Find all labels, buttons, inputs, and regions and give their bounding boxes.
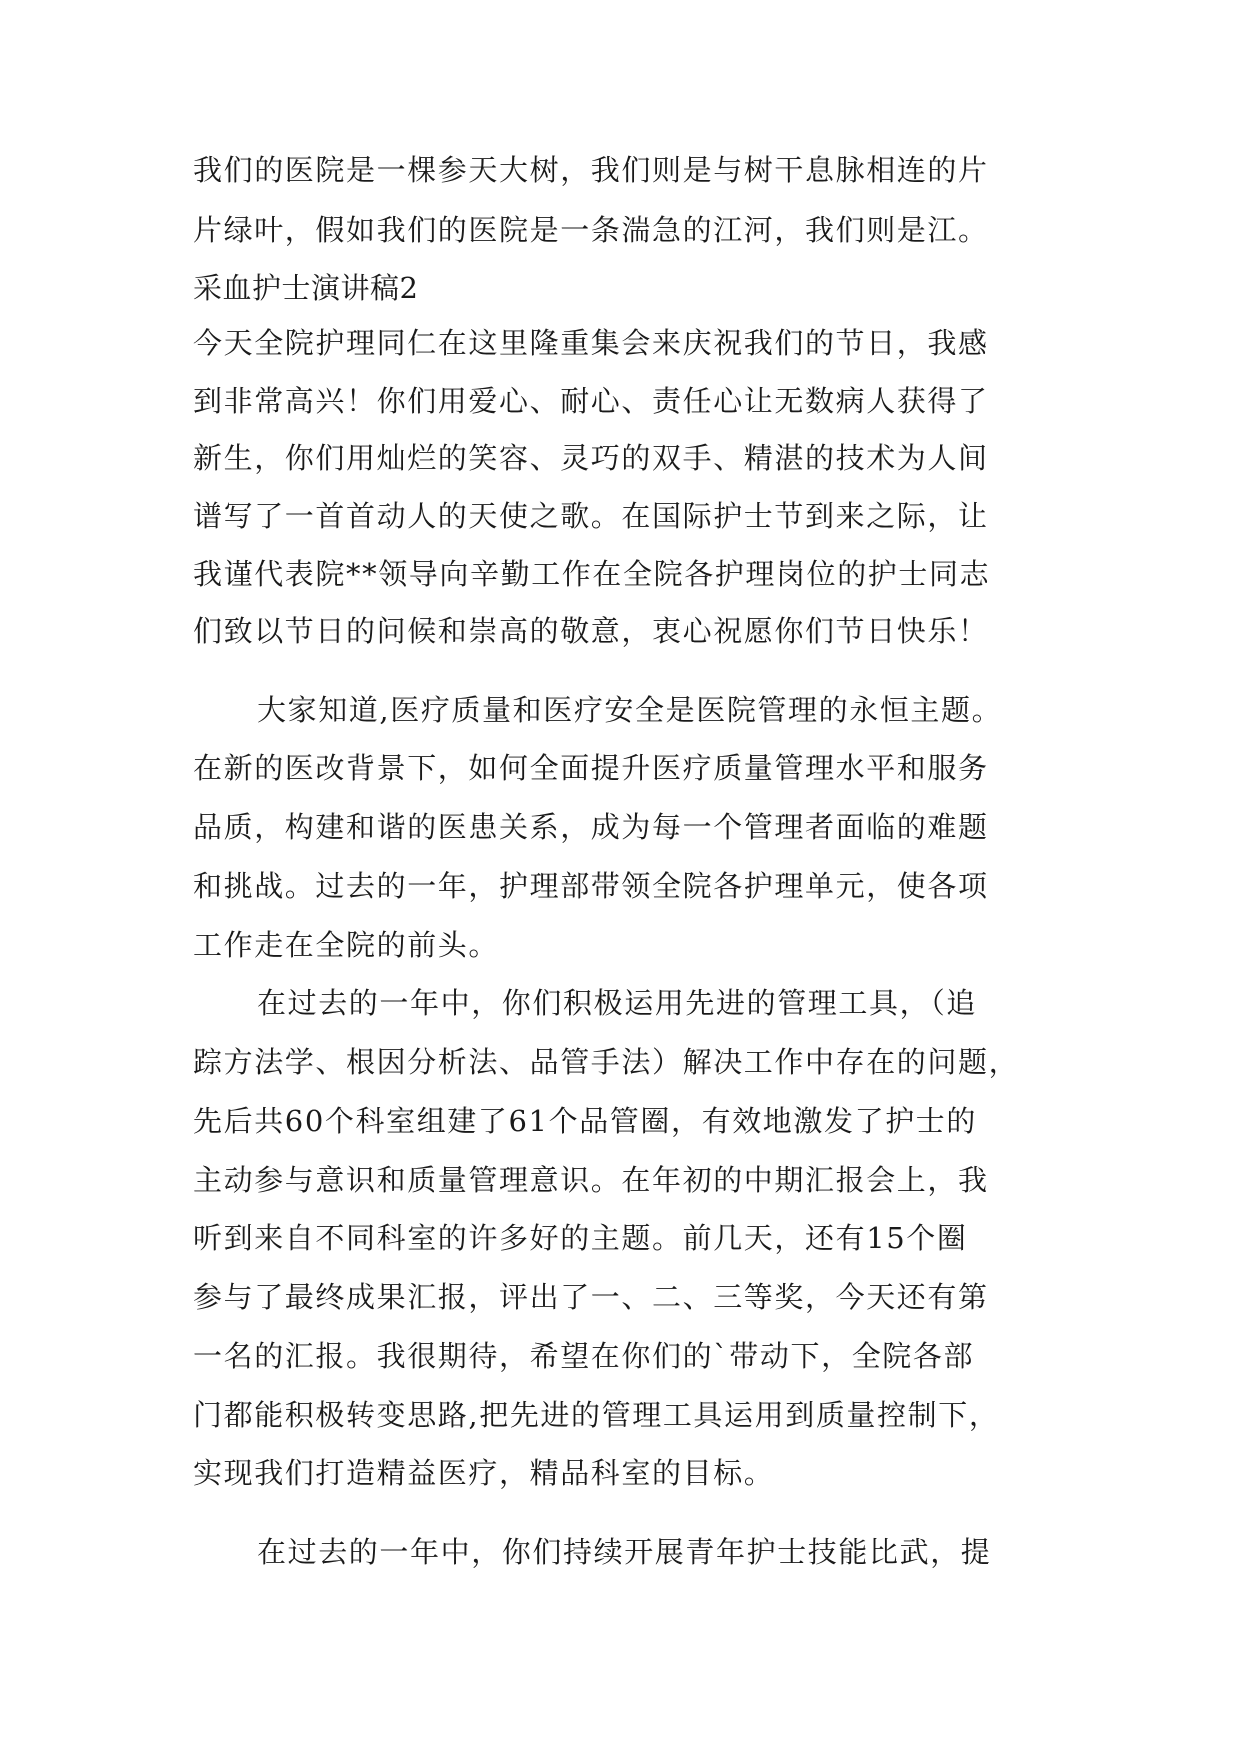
text-line: 在新的医改背景下，如何全面提升医疗质量管理水平和服务 [193, 751, 989, 785]
text-line: 我谨代表院**领导向辛勤工作在全院各护理岗位的护士同志 [193, 557, 991, 591]
text-line: 实现我们打造精益医疗，精品科室的目标。 [193, 1456, 775, 1490]
text-line: 踪方法学、根因分析法、品管手法）解决工作中存在的问题， [193, 1045, 1020, 1079]
text-line: 主动参与意识和质量管理意识。在年初的中期汇报会上，我 [193, 1163, 989, 1197]
text-line: 先后共60个科室组建了61个品管圈，有效地激发了护士的 [193, 1104, 978, 1138]
text-line: 听到来自不同科室的许多好的主题。前几天，还有15个圈 [193, 1221, 968, 1255]
section-heading: 采血护士演讲稿2 [193, 271, 419, 305]
paragraph-first-line: 在过去的一年中，你们积极运用先进的管理工具，（追 [257, 986, 977, 1020]
text-line: 新生，你们用灿烂的笑容、灵巧的双手、精湛的技术为人间 [193, 441, 989, 475]
text-line: 工作走在全院的前头。 [193, 928, 500, 962]
text-line: 谱写了一首首动人的天使之歌。在国际护士节到来之际，让 [193, 499, 989, 533]
text-line: 我们的医院是一棵参天大树，我们则是与树干息脉相连的片 [193, 153, 989, 187]
paragraph-first-line: 大家知道,医疗质量和医疗安全是医院管理的永恒主题。 [257, 693, 1003, 727]
text-line: 今天全院护理同仁在这里隆重集会来庆祝我们的节日，我感 [193, 326, 989, 360]
paragraph-first-line: 在过去的一年中，你们持续开展青年护士技能比武，提 [257, 1535, 992, 1569]
text-line: 参与了最终成果汇报，评出了一、二、三等奖，今天还有第 [193, 1280, 989, 1314]
text-line: 和挑战。过去的一年，护理部带领全院各护理单元，使各项 [193, 869, 989, 903]
text-line: 片绿叶，假如我们的医院是一条湍急的江河，我们则是江。 [193, 213, 989, 247]
text-line: 们致以节日的问候和崇高的敬意，衷心祝愿你们节日快乐！ [193, 614, 989, 648]
text-line: 门都能积极转变思路,把先进的管理工具运用到质量控制下， [193, 1398, 1000, 1432]
text-line: 一名的汇报。我很期待，希望在你们的`带动下，全院各部 [193, 1339, 975, 1373]
text-line: 品质，构建和谐的医患关系，成为每一个管理者面临的难题 [193, 810, 989, 844]
text-line: 到非常高兴！你们用爱心、耐心、责任心让无数病人获得了 [193, 384, 989, 418]
